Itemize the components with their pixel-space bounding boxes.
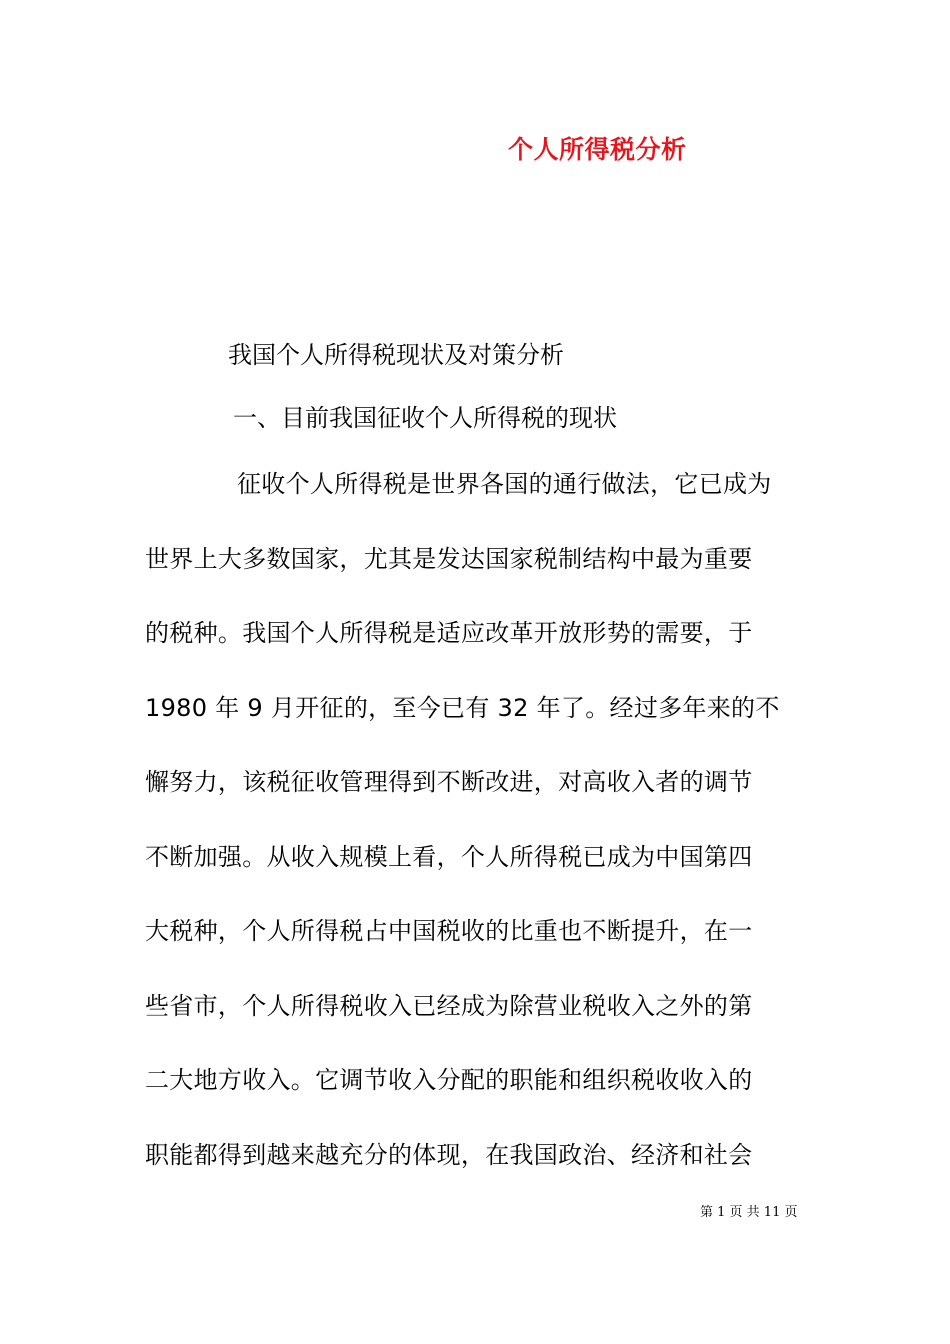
body-line: 的税种。我国个人所得税是适应改革开放形势的需要，于	[145, 619, 753, 647]
body-line: 征收个人所得税是世界各国的通行做法，它已成为	[237, 470, 772, 498]
page-number-footer: 第 1 页 共 11 页	[700, 1205, 798, 1220]
body-paragraph	[145, 462, 807, 1190]
document-title: 个人所得税分析	[508, 135, 687, 164]
body-line: 些省市，个人所得税收入已经成为除营业税收入之外的第	[145, 991, 753, 1020]
body-line: 世界上大多数国家，尤其是发达国家税制结构中最为重要	[145, 544, 753, 573]
body-line: 职能都得到越来越充分的体现，在我国政治、经济和社会	[145, 1140, 753, 1169]
body-line: 不断加强。从收入规模上看，个人所得税已成为中国第四	[145, 842, 753, 871]
body-line: 1980 年 9 月开征的，至今已有 32 年了。经过多年来的不	[145, 693, 780, 722]
body-line: 二大地方收入。它调节收入分配的职能和组织税收收入的	[145, 1066, 753, 1094]
body-line: 大税种，个人所得税占中国税收的比重也不断提升，在一	[145, 917, 753, 945]
document-subtitle: 我国个人所得税现状及对策分析	[228, 341, 564, 369]
body-line: 懈努力，该税征收管理得到不断改进，对高收入者的调节	[145, 768, 753, 796]
section-heading: 一、目前我国征收个人所得税的现状	[233, 404, 617, 432]
